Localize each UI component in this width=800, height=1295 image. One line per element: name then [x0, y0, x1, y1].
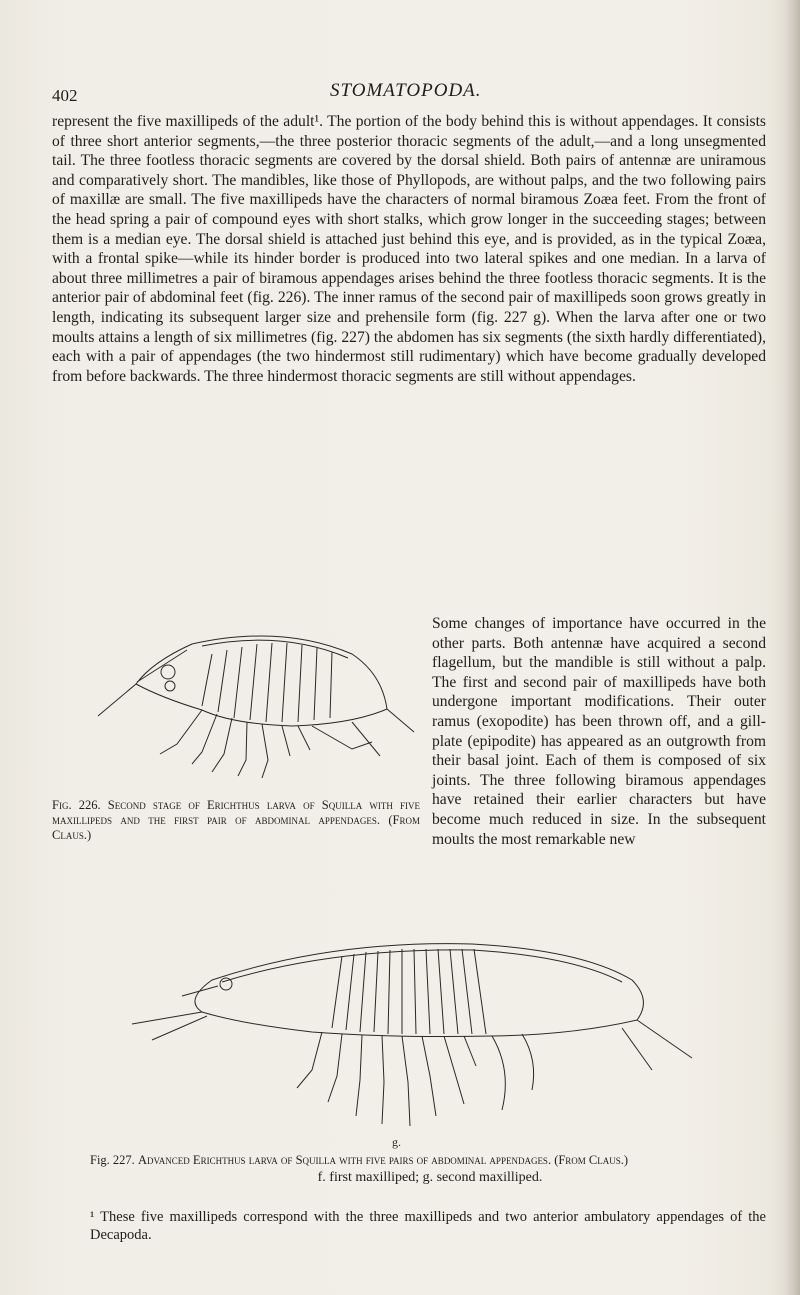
figure-226-region — [52, 614, 766, 849]
footnote: ¹ These five maxillipeds correspond with the three maxillipeds and two anterior ambulatory appendages of the Decapoda. — [90, 1209, 766, 1243]
figure-226-caption-text: Second stage of Erichthus larva of Squilla with five maxillipeds and the first pair of abdominal appendages. (From Claus.) — [52, 798, 421, 842]
figure-227-marker: g. — [392, 1135, 401, 1149]
figure-226-illustration — [52, 614, 420, 794]
figure-226-caption — [52, 798, 420, 843]
figure-227-illustration — [92, 920, 732, 1150]
figure-227-caption-text: Advanced Erichthus larva of Squilla with five pairs of abdominal appendages. (From Claus.) — [137, 1153, 629, 1167]
body-paragraph — [52, 112, 766, 386]
page-number: 402 — [52, 86, 78, 105]
figure-227-caption — [90, 1152, 770, 1186]
figure-226-label: Fig. 226. — [52, 798, 101, 812]
page-edge — [784, 0, 800, 1295]
body-paragraph-text: represent the five maxillipeds of the adult¹. The portion of the body behind this is without appendages. It consists of three short anterior segments,—the three posterior thoracic segments of the adult,—and a long unsegmented tail. The three footless thoracic segments are covered by the dorsal shield. Both pairs of antennæ are uniramous and comparatively short. The mandibles, like those of Phyllopods, are without palps, and the two following pairs of maxillæ are small. The five maxillipeds have the characters of normal biramous Zoæa feet. From the front of the head spring a pair of compound eyes with short stalks, which grow longer in the succeeding stages; between them is a median eye. The dorsal shield is attached just behind this eye, and is provided, as in the typical Zoæa, with a frontal spike—while its hinder border is produced into two lateral spikes and one median. In a larva of about three millimetres a pair of biramous appendages arises behind the three footless thoracic segments. It is the anterior pair of abdominal feet (fig. 226). The inner ramus of the second pair of maxillipeds soon grows greatly in length, indicating its subsequent larger size and prehensile form (fig. 227 g). When the larva after one or two moults attains a length of six millimetres (fig. 227) the abdomen has six segments (the sixth hardly differentiated), each with a pair of appendages (the two hindermost still rudimentary) which have become gradually developed from before backwards. The three hindermost thoracic segments are still without appendages. — [52, 113, 766, 385]
running-head: STOMATOPODA. — [330, 80, 482, 101]
wrap-paragraph-text: Some changes of importance have occurred in the other parts. Both antennæ have acquired a second flagellum, but the mandible is still without a palp. The first and second pair of maxillipeds have both undergone important modifications. Their outer ramus (exopodite) has been thrown off, and a gill-plate (epipodite) has appeared as an outgrowth from their basal joint. Each of them is composed of six joints. The three following biramous appendages have retained their earlier characters but have become much reduced in size. In the subsequent moults the most remarkable new — [432, 615, 766, 848]
figure-226 — [52, 614, 420, 840]
figure-227-label: Fig. 227. — [90, 1153, 135, 1167]
figure-227-legend: f. first maxilliped; g. second maxilliped. — [317, 1170, 543, 1185]
